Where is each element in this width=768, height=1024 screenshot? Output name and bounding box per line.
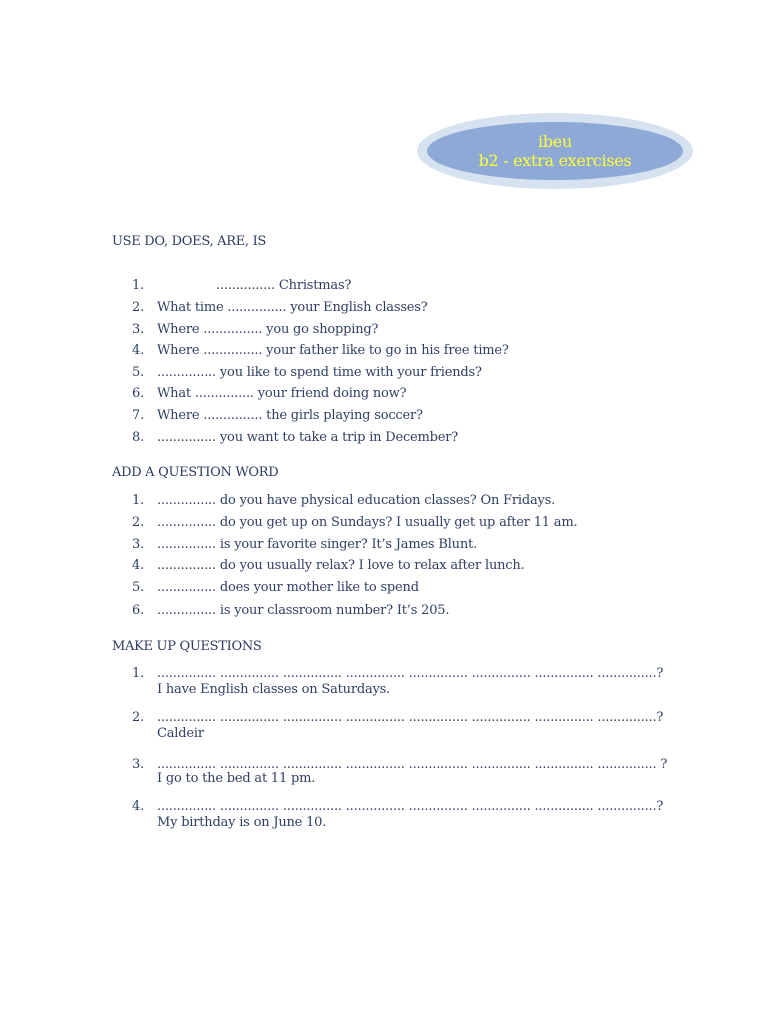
item-number: 1. [132,278,145,293]
item-number: 2. [132,710,145,725]
item-number: 5. [132,580,145,595]
item-number: 5. [132,365,145,380]
section-1-title: USE DO, DOES, ARE, IS [112,234,267,249]
item-text: What ............... your friend doing now? [157,386,407,401]
badge-line-1: ibeu [538,132,572,151]
item-number: 2. [132,515,145,530]
item-text: ............... do you get up on Sundays? I usually get up after 11 am. [157,515,578,530]
item-number: 3. [132,322,145,337]
item-number: 4. [132,558,145,573]
item-number: 6. [132,386,145,401]
item-text: ............... is your classroom number? It’s 205. [157,603,450,618]
item-number: 1. [132,666,145,681]
item-text: Where ............... the girls playing soccer? [157,408,423,423]
item-number: 3. [132,757,145,772]
section-2-title: ADD A QUESTION WORD [112,465,279,480]
item-text: What time ............... your English classes? [157,300,428,315]
item-number: 6. [132,603,145,618]
title-badge-inner [427,122,683,180]
item-number: 4. [132,343,145,358]
section-3-title: MAKE UP QUESTIONS [112,639,262,654]
item-text: Where ............... your father like to go in his free time? [157,343,509,358]
badge-line-2: b2 - extra exercises [478,151,632,170]
question-blank: ............... ............... ............... ............... ............... ............... ............... ...............? [157,666,664,681]
question-blank: ............... ............... ............... ............... ............... ............... ............... ...............? [157,710,664,725]
item-text: ............... is your favorite singer? It’s James Blunt. [157,537,477,552]
item-number: 4. [132,799,145,814]
answer-text: Caldeir [157,726,204,741]
item-number: 1. [132,493,145,508]
item-text: ............... do you usually relax? I love to relax after lunch. [157,558,525,573]
question-blank: ............... ............... ............... ............... ............... ............... ............... ...............? [157,799,664,814]
item-number: 2. [132,300,145,315]
answer-text: My birthday is on June 10. [157,815,327,830]
item-text: Where ............... you go shopping? [157,322,379,337]
item-number: 7. [132,408,145,423]
item-text: ............... does your mother like to spend [157,580,419,595]
question-blank: ............... ............... ............... ............... ............... ............... ............... ............... ? [157,757,668,772]
answer-text: I go to the bed at 11 pm. [157,771,316,786]
item-text: ............... do you have physical education classes? On Fridays. [157,493,556,508]
item-text: ............... Christmas? [157,278,352,293]
item-number: 3. [132,537,145,552]
answer-text: I have English classes on Saturdays. [157,682,391,697]
item-text: ............... you like to spend time with your friends? [157,365,482,380]
title-badge [417,113,693,189]
item-text: ............... you want to take a trip in December? [157,430,459,445]
item-number: 8. [132,430,145,445]
